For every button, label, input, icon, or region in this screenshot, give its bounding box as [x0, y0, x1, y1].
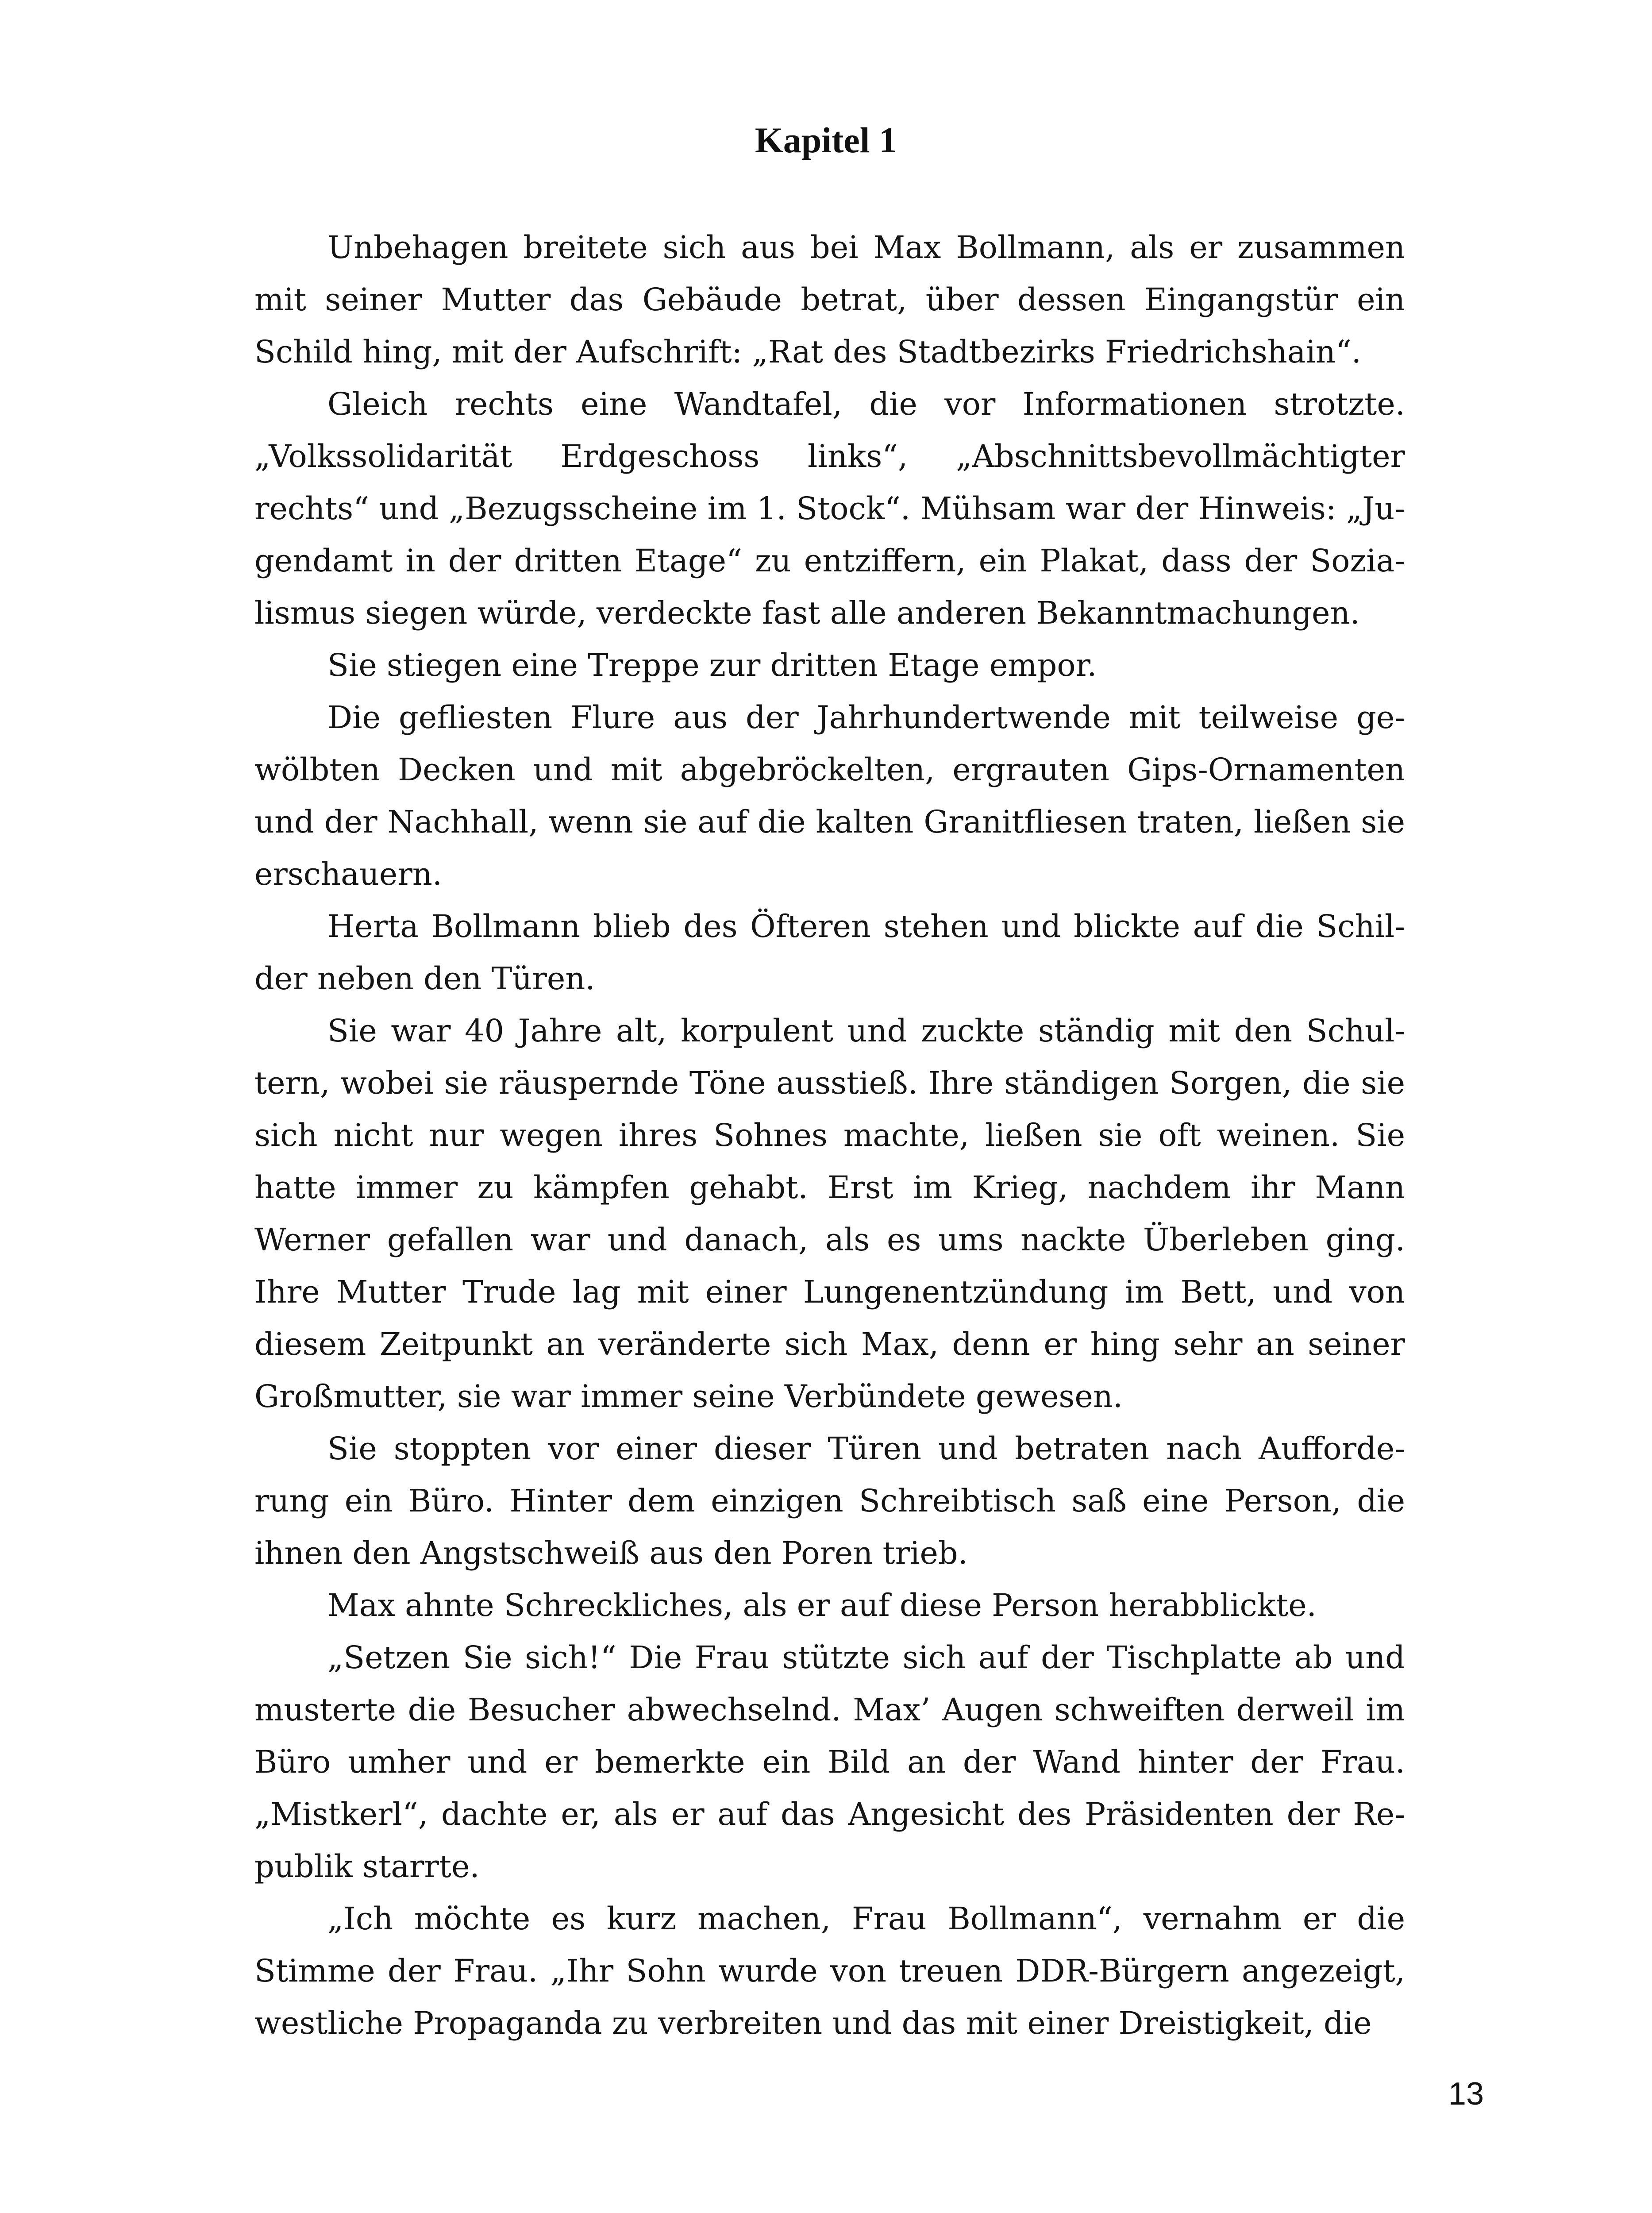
paragraph: Max ahnte Schreckliches, als er auf diese Person herabblickte.: [327, 1587, 1317, 1623]
paragraph: Sie stoppten vor einer dieser Türen und betraten nach Aufforderung ein Büro. Hinter dem einzigen Schreibtisch saß eine Person, die ihnen den Angstschweiß aus den Poren trieb.: [254, 1430, 1405, 1571]
paragraph: Unbehagen breitete sich aus bei Max Bollmann, als er zusammen mit seiner Mutter das Gebäude betrat, über dessen Eingangstür ein Schild hing, mit der Aufschrift: „Rat des Stadtbezirks Friedrichshain“.: [254, 229, 1405, 370]
paragraph: Die gefliesten Flure aus der Jahrhundertwende mit teilweise gewölbten Decken und mit abgebröckelten, ergrauten Gips-Ornamenten und der Nachhall, wenn sie auf die kalten Granitfliesen traten, ließen sie erschauern.: [254, 699, 1405, 892]
paragraph: Gleich rechts eine Wandtafel, die vor Informationen strotzte. „Volkssolidarität Erdgeschoss links“, „Abschnittsbevollmächtigter rechts“ und „Bezugsscheine im 1. Stock“. Mühsam war der Hinweis: „Jugendamt in der dritten Etage“ zu entziffern, ein Plakat, dass der Sozialismus siegen würde, verdeckte fast alle anderen Bekanntmachungen.: [254, 386, 1405, 631]
paragraph: Sie stiegen eine Treppe zur dritten Etage empor.: [327, 647, 1097, 683]
paragraph: „Ich möchte es kurz machen, Frau Bollmann“, vernahm er die Stimme der Frau. „Ihr Sohn wurde von treuen DDR-Bürgern angezeigt, westliche Propaganda zu verbreiten und das mit einer Dreistigkeit, die: [254, 1901, 1405, 2041]
page-number: 13: [1448, 2076, 1484, 2112]
paragraph: Sie war 40 Jahre alt, korpulent und zuckte ständig mit den Schultern, wobei sie räuspernde Töne ausstieß. Ihre ständigen Sorgen, die sie sich nicht nur wegen ihres Sohnes machte, ließen sie oft weinen. Sie hatte immer zu kämpfen gehabt. Erst im Krieg, nachdem ihr Mann Werner gefallen war und danach, als es ums nackte Überleben ging. Ihre Mutter Trude lag mit einer Lungenentzündung im Bett, und von diesem Zeitpunkt an veränderte sich Max, denn er hing sehr an seiner Großmutter, sie war immer seine Verbündete gewesen.: [254, 1013, 1405, 1415]
paragraph: „Setzen Sie sich!“ Die Frau stützte sich auf der Tischplatte ab und musterte die Besucher abwechselnd. Max’ Augen schweiften derweil im Büro umher und er bemerkte ein Bild an der Wand hinter der Frau. „Mistkerl“, dachte er, als er auf das Angesicht des Präsidenten der Republik starrte.: [254, 1639, 1405, 1885]
body-text: [254, 221, 1405, 2049]
chapter-title: Kapitel 1: [755, 120, 897, 160]
paragraph: Herta Bollmann blieb des Öfteren stehen und blickte auf die Schilder neben den Türen.: [254, 908, 1405, 997]
